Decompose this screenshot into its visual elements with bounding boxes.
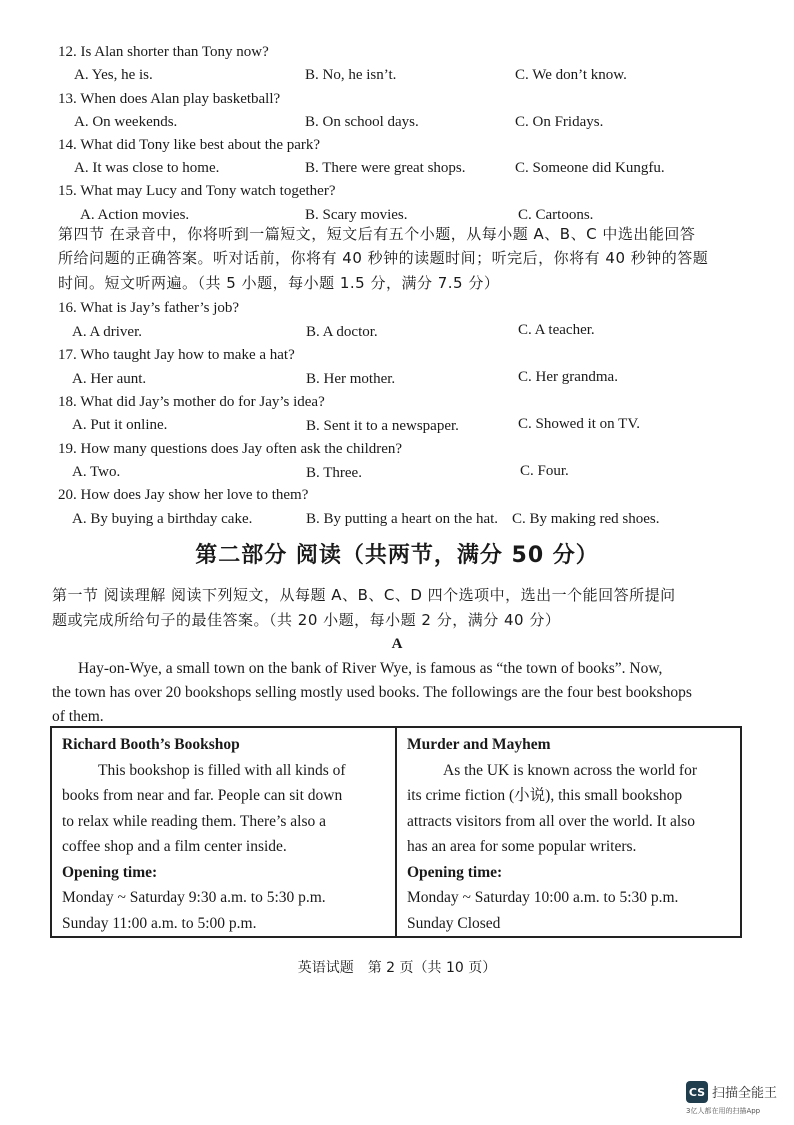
passage-line3: of them. [52, 708, 104, 725]
reading-instruction-line1: 第一节 阅读理解 阅读下列短文，从每题 A、B、C、D 四个选项中，选出一个能回答所提问 [52, 586, 676, 604]
option-18a: A. Put it online. [72, 417, 168, 433]
option-14b: B. There were great shops. [305, 160, 466, 176]
bookshop-name: Murder and Mayhem [407, 736, 551, 753]
option-16a: A. A driver. [72, 324, 142, 340]
passage-line1: Hay-on-Wye, a small town on the bank of River Wye, is famous as “the town of books”. Now, [78, 660, 663, 677]
option-13c: C. On Fridays. [515, 114, 604, 130]
bookshop-desc-line: books from near and far. People can sit down [62, 787, 343, 804]
part2-title: 第二部分 阅读（共两节，满分 50 分） [195, 543, 599, 568]
camscanner-logo-icon: CS [686, 1081, 708, 1103]
bookshop-desc-line: to relax while reading them. There’s also a [62, 812, 326, 830]
option-20b: B. By putting a heart on the hat. [306, 511, 499, 527]
bookshops-table [50, 726, 742, 938]
opening-hours-line: Sunday Closed [407, 914, 501, 932]
bookshop-card-murder-and-mayhem [396, 727, 741, 937]
bookshop-desc-line: has an area for some popular writers. [407, 838, 637, 855]
option-14a: A. It was close to home. [74, 160, 220, 176]
option-19a: A. Two. [72, 464, 121, 480]
option-18c: C. Showed it on TV. [518, 416, 640, 432]
option-13a: A. On weekends. [74, 114, 178, 130]
option-18b: B. Sent it to a newspaper. [306, 418, 459, 434]
bookshop-name: Richard Booth’s Bookshop [62, 736, 240, 753]
camscanner-tagline: 3亿人都在用的扫描App [686, 1107, 761, 1115]
opening-time-label: Opening time: [62, 863, 158, 881]
question-20: 20. How does Jay show her love to them? [58, 487, 309, 503]
question-15: 15. What may Lucy and Tony watch together? [58, 183, 336, 199]
opening-hours-line: Sunday 11:00 a.m. to 5:00 p.m. [62, 914, 257, 932]
opening-hours-line: Monday ~ Saturday 10:00 a.m. to 5:30 p.m. [407, 889, 679, 906]
option-17c: C. Her grandma. [518, 369, 618, 385]
page-footer: 英语试题 第 2 页（共 10 页） [297, 960, 497, 976]
question-16: 16. What is Jay’s father’s job? [58, 300, 240, 316]
camscanner-name: 扫描全能王 [712, 1086, 778, 1101]
bookshop-desc-line: its crime fiction (小说), this small bookshop [407, 787, 683, 804]
option-15b: B. Scary movies. [305, 207, 408, 223]
option-17a: A. Her aunt. [72, 371, 147, 387]
option-12a: A. Yes, he is. [74, 67, 153, 83]
passage-line2: the town has over 20 bookshops selling mostly used books. The followings are the four best bookshops [52, 684, 692, 701]
bookshop-desc-line: attracts visitors from all over the world. It also [407, 812, 695, 830]
passage-label: A [391, 636, 403, 652]
option-16c: C. A teacher. [518, 322, 595, 338]
question-12: 12. Is Alan shorter than Tony now? [58, 44, 269, 60]
section4-instruction-line2: 所给问题的正确答案。听对话前，你将有 40 秒钟的读题时间；听完后，你将有 40 秒钟的答题 [58, 249, 709, 267]
option-15c: C. Cartoons. [518, 207, 594, 223]
option-16b: B. A doctor. [306, 324, 378, 340]
option-19c: C. Four. [520, 463, 569, 479]
bookshop-card-richard-booth [51, 727, 396, 937]
opening-time-label: Opening time: [407, 863, 503, 881]
section4-instruction-line3: 时间。短文听两遍。（共 5 小题，每小题 1.5 分，满分 7.5 分） [58, 274, 500, 292]
option-20a: A. By buying a birthday cake. [72, 511, 253, 527]
question-18: 18. What did Jay’s mother do for Jay’s idea? [58, 394, 325, 410]
option-17b: B. Her mother. [306, 371, 396, 387]
option-15a: A. Action movies. [80, 207, 190, 223]
reading-instruction-line2: 题或完成所给句子的最佳答案。（共 20 小题，每小题 2 分，满分 40 分） [52, 611, 561, 629]
section4-instruction-line1: 第四节 在录音中，你将听到一篇短文，短文后有五个小题，从每小题 A、B、C 中选出能回答 [58, 225, 696, 243]
question-19: 19. How many questions does Jay often ask the children? [58, 441, 403, 457]
opening-hours-line: Monday ~ Saturday 9:30 a.m. to 5:30 p.m. [62, 889, 326, 906]
question-13: 13. When does Alan play basketball? [58, 91, 281, 107]
bookshop-desc-line: coffee shop and a film center inside. [62, 838, 287, 855]
option-12c: C. We don’t know. [515, 67, 627, 83]
option-12b: B. No, he isn’t. [305, 67, 397, 83]
question-17: 17. Who taught Jay how to make a hat? [58, 347, 295, 363]
bookshop-desc-line: As the UK is known across the world for [443, 761, 697, 779]
option-19b: B. Three. [306, 465, 362, 481]
bookshop-desc-line: This bookshop is filled with all kinds of [98, 761, 346, 779]
question-14: 14. What did Tony like best about the park? [58, 137, 321, 153]
option-13b: B. On school days. [305, 114, 419, 130]
option-20c: C. By making red shoes. [512, 511, 660, 527]
option-14c: C. Someone did Kungfu. [515, 160, 665, 176]
